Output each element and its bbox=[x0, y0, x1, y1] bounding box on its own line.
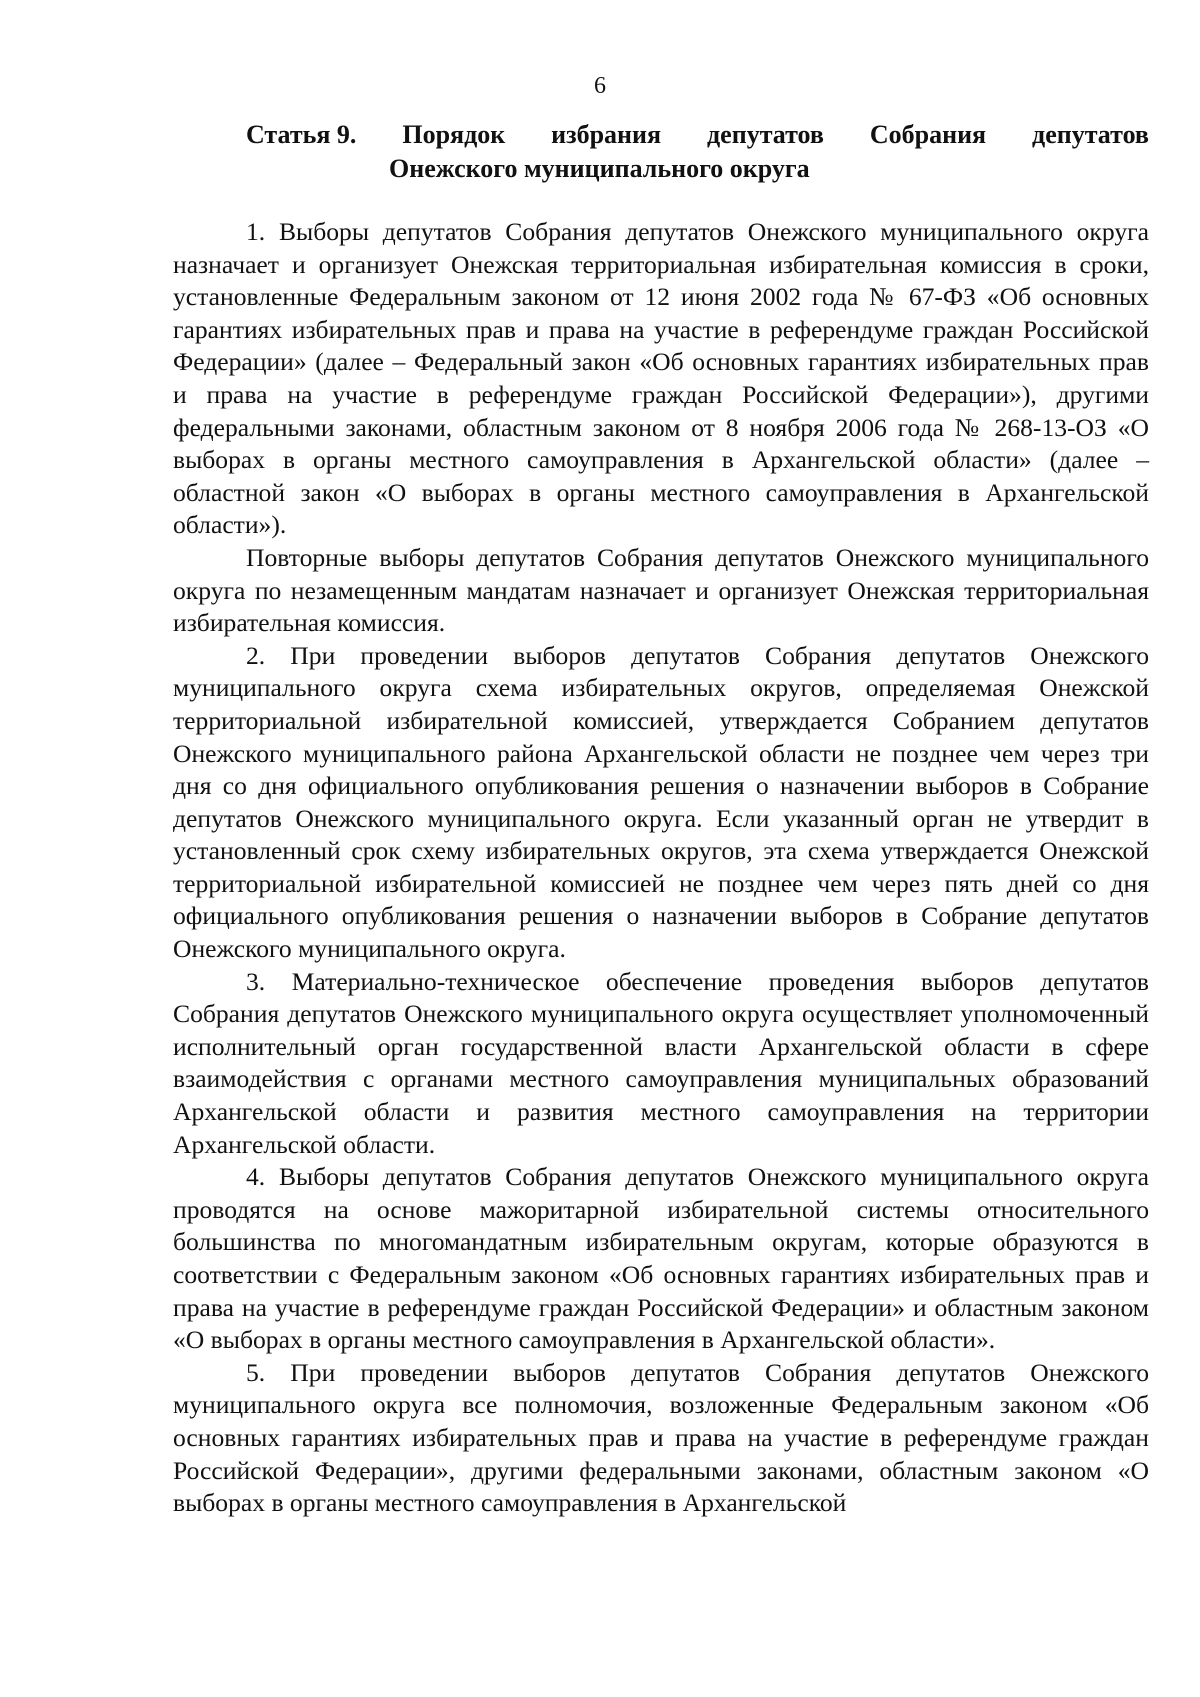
article-heading-line-2: Онежского муниципального округа bbox=[389, 154, 810, 183]
article-heading-line-1 bbox=[246, 118, 1149, 152]
heading-word: избрания bbox=[551, 120, 662, 149]
article-heading bbox=[246, 118, 1149, 186]
paragraph-1: 1. Выборы депутатов Собрания депутатов Онежского муниципального округа назначает и организует Онежская территориальная избирательная комиссия в сроки, установленные Федеральным законом от 12 июня 2002 года № 67-ФЗ «Об основных гарантиях избирательных прав и права на участие в референдуме граждан Российской Федерации» (далее – Федеральный закон «Об основных гарантиях избирательных прав и права на участие в референдуме граждан Российской Федерации»), другими федеральными законами, областным законом от 8 ноября 2006 года № 268-13-ОЗ «О выборах в органы местного самоуправления в Архангельской области» (далее – областной закон «О выборах в органы местного самоуправления в Архангельской области»). bbox=[173, 217, 1149, 540]
heading-word: Статья 9. bbox=[246, 120, 357, 149]
paragraph-1-repeat-elections: Повторные выборы депутатов Собрания депутатов Онежского муниципального округа по незамещенным мандатам назначает и организует Онежская территориальная избирательная комиссия. bbox=[173, 542, 1149, 638]
paragraph-4: 4. Выборы депутатов Собрания депутатов Онежского муниципального округа проводятся на основе мажоритарной избирательной системы относительного большинства по многомандатным избирательным округам, которые образуются в соответствии с Федеральным законом «Об основных гарантиях избирательных прав и права на участие в референдуме граждан Российской Федерации» и областным законом «О выборах в органы местного самоуправления в Архангельской области». bbox=[173, 1162, 1149, 1355]
paragraph-3: 3. Материально-техническое обеспечение проведения выборов депутатов Собрания депутатов Онежского муниципального округа осуществляет уполномоченный исполнительный орган государственной власти Архангельской области в сфере взаимодействия с органами местного самоуправления муниципальных образований Архангельской области и развития местного самоуправления на территории Архангельской области. bbox=[173, 966, 1149, 1159]
page-number: 6 bbox=[594, 73, 606, 99]
article-body bbox=[173, 216, 1149, 1520]
heading-word: депутатов bbox=[1032, 120, 1149, 149]
paragraph-5: 5. При проведении выборов депутатов Собрания депутатов Онежского муниципального округа все полномочия, возложенные Федеральным законом «Об основных гарантиях избирательных прав и права на участие в референдуме граждан Российской Федерации», другими федеральными законами, областным законом «О выборах в органы местного самоуправления в Архангельской bbox=[173, 1357, 1149, 1518]
heading-word: Собрания bbox=[869, 120, 987, 149]
paragraph-2: 2. При проведении выборов депутатов Собрания депутатов Онежского муниципального округа схема избирательных округов, определяемая Онежской территориальной избирательной комиссией, утверждается Собранием депутатов Онежского муниципального района Архангельской области не позднее чем через три дня со дня официального опубликования решения о назначении выборов в Собрание депутатов Онежского муниципального округа. Если указанный орган не утвердит в установленный срок схему избирательных округов, эта схема утверждается Онежской территориальной избирательной комиссией не позднее чем через пять дней со дня официального опубликования решения о назначении выборов в Собрание депутатов Онежского муниципального округа. bbox=[173, 640, 1149, 964]
heading-word: Порядок bbox=[402, 120, 506, 149]
heading-word: депутатов bbox=[707, 120, 824, 149]
